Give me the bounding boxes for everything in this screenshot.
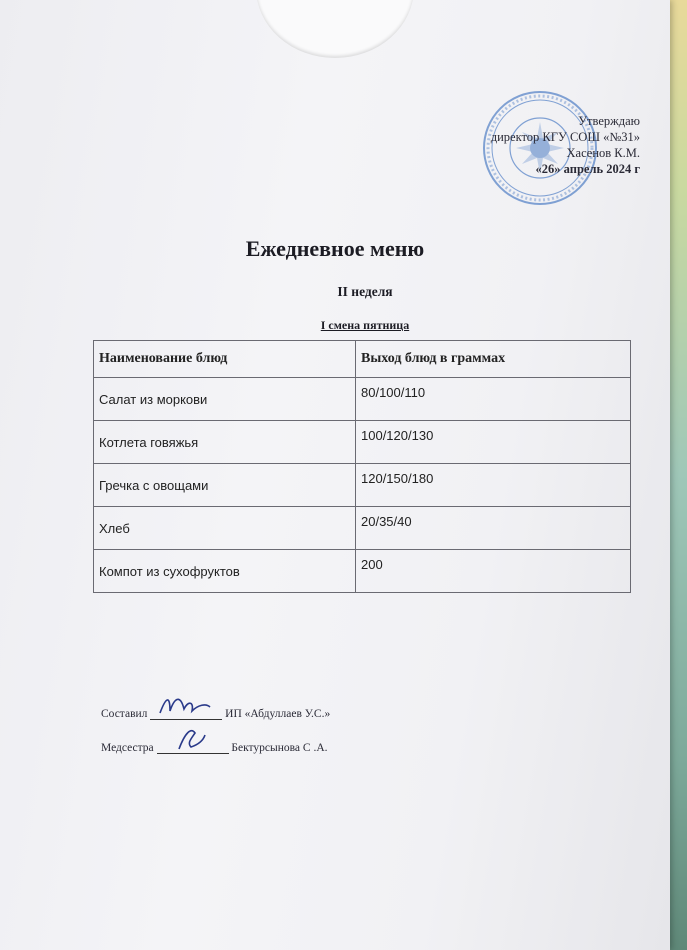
- column-header-dish: Наименование блюд: [94, 341, 356, 378]
- shift-label: I смена пятница: [320, 318, 410, 332]
- dish-weight: 80/100/110: [356, 378, 631, 421]
- approval-date: «26» апрель 2024 г: [535, 162, 640, 176]
- menu-table: [93, 340, 631, 593]
- dish-name: Гречка с овощами: [94, 464, 356, 507]
- signature-compiled: [101, 703, 330, 720]
- table-row: [94, 550, 631, 593]
- week-label: II неделя: [337, 284, 393, 299]
- table-row: [94, 464, 631, 507]
- dish-name: Хлеб: [94, 507, 356, 550]
- handwritten-signature-icon: [154, 689, 214, 719]
- dish-name: Котлета говяжья: [94, 421, 356, 464]
- compiled-name: ИП «Абдуллаев У.С.»: [225, 708, 331, 720]
- approval-line-2: директор КГУ СОШ «№31»: [490, 130, 640, 144]
- dish-weight: 100/120/130: [356, 421, 631, 464]
- approval-line-1: Утверждаю: [578, 114, 640, 128]
- nurse-name: Бектурсынова С .А.: [231, 742, 328, 754]
- table-row: [94, 507, 631, 550]
- table-row: [94, 421, 631, 464]
- column-header-weight: Выход блюд в граммах: [356, 341, 631, 378]
- signature-line: [150, 703, 222, 720]
- folder-notch: [256, 0, 414, 58]
- signature-nurse: [101, 737, 328, 754]
- table-row: [94, 378, 631, 421]
- handwritten-signature-icon: [161, 723, 221, 753]
- page-title: Ежедневное меню: [245, 236, 425, 261]
- dish-weight: 120/150/180: [356, 464, 631, 507]
- dish-name: Компот из сухофруктов: [94, 550, 356, 593]
- approval-block: [491, 113, 640, 177]
- nurse-label: Медсестра: [101, 742, 154, 754]
- dish-name: Салат из моркови: [94, 378, 356, 421]
- compiled-label: Составил: [101, 708, 148, 720]
- dish-weight: 20/35/40: [356, 507, 631, 550]
- approval-line-3: Хасенов К.М.: [566, 146, 640, 160]
- signature-line: [157, 737, 229, 754]
- table-header-row: [94, 341, 631, 378]
- dish-weight: 200: [356, 550, 631, 593]
